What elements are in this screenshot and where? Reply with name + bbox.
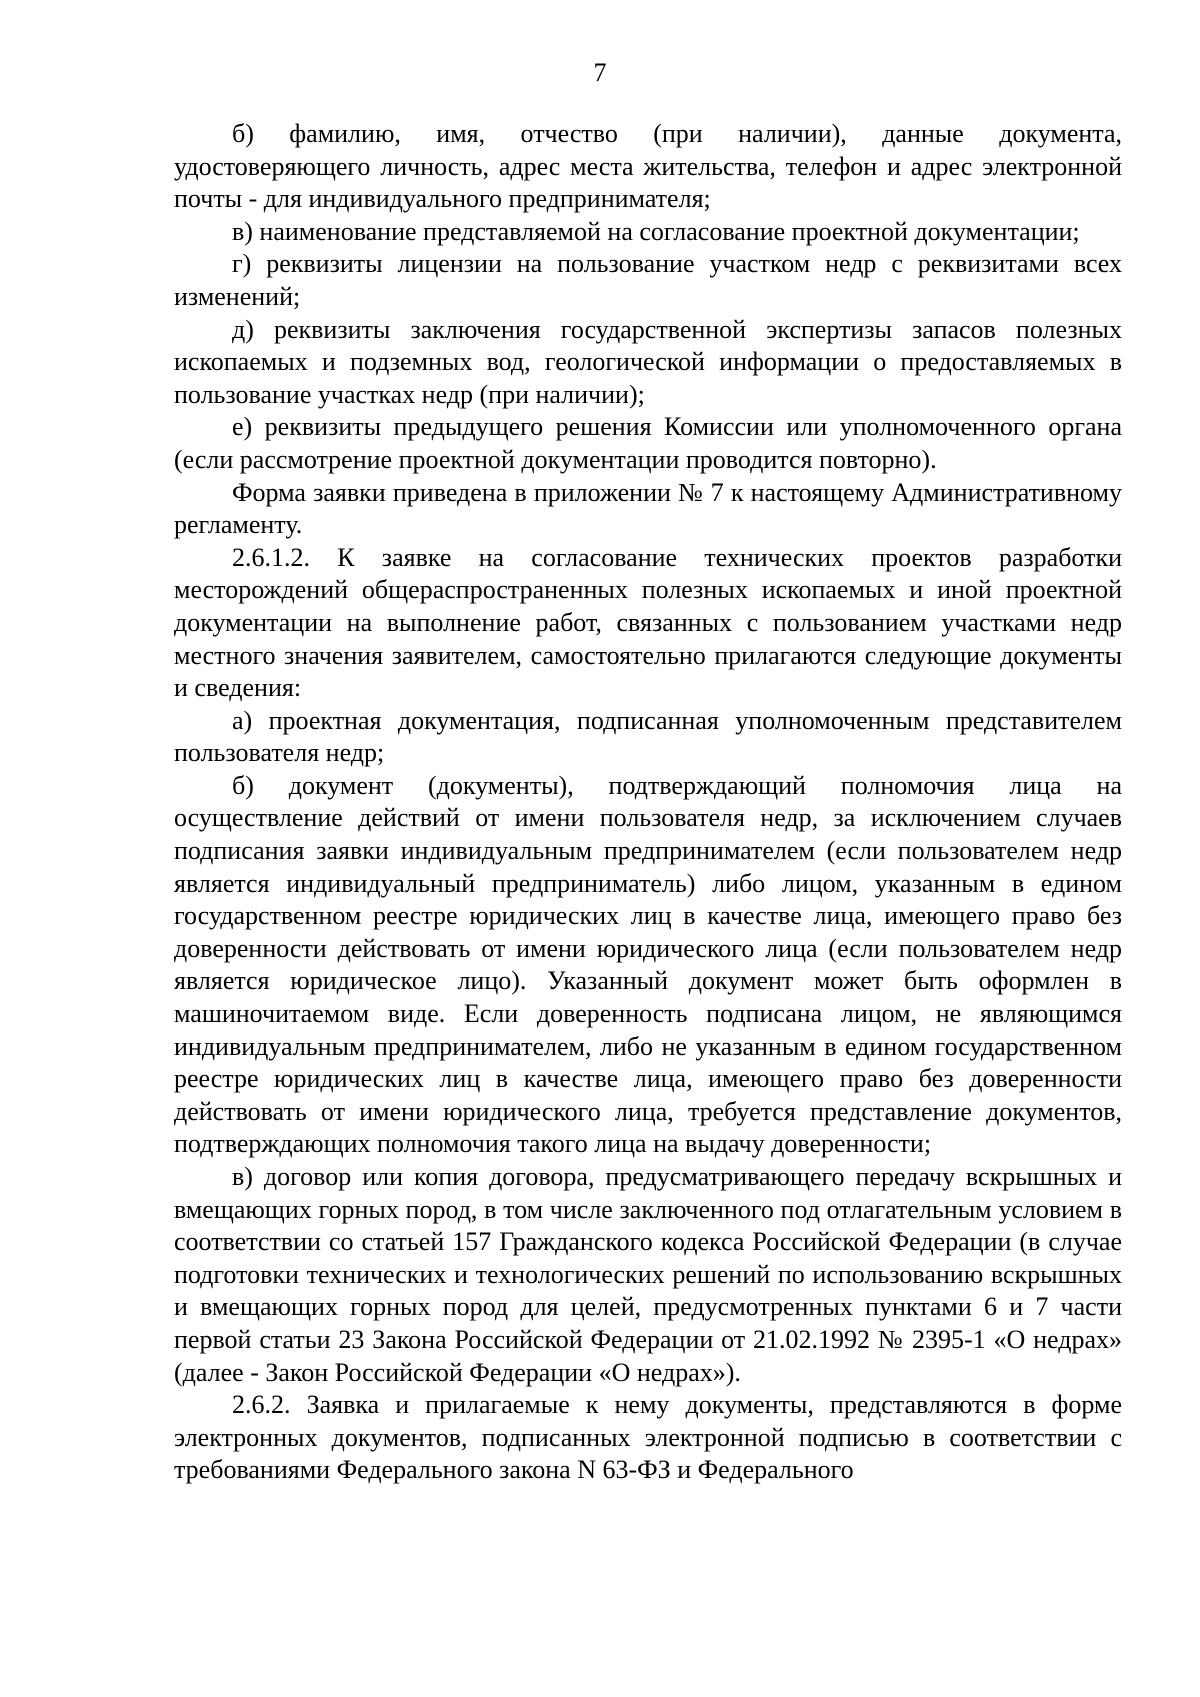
paragraph-b-applicant-details: б) фамилию, имя, отчество (при наличии), данные документа, удостоверяющего личность, адрес места жительства, телефон и адрес электронной почты - для индивидуального предпринимателя; (174, 119, 1122, 214)
paragraph-2-6-2: 2.6.2. Заявка и прилагаемые к нему документы, представляются в форме электронных документов, подписанных электронной подписью в соответствии с требованиями Федерального закона N 63-ФЗ и Федерального (174, 1390, 1122, 1485)
page-number: 7 (593, 58, 607, 87)
paragraph-b-authority-documents: б) документ (документы), подтверждающий полномочия лица на осуществление действий от имени пользователя недр, за исключением случаев подписания заявки индивидуальным предпринимателем (если пользователем недр является индивидуальный предприниматель) либо лицом, указанным в едином государственном реестре юридических лиц в качестве лица, имеющего право без доверенности действовать от имени юридического лица (если пользователем недр является юридическое лицо). Указанный документ может быть оформлен в машиночитаемом виде. Если доверенность подписана лицом, не являющимся индивидуальным предпринимателем, либо не указанным в едином государственном реестре юридических лиц в качестве лица, имеющего право без доверенности действовать от имени юридического лица, требуется представление документов, подтверждающих полномочия такого лица на выдачу доверенности; (174, 770, 1122, 1159)
paragraph-v-documentation-name: в) наименование представляемой на согласование проектной документации; (232, 216, 1080, 246)
paragraph-v-contract: в) договор или копия договора, предусматривающего передачу вскрышных и вмещающих горных пород, в том числе заключенного под отлагательным условием в соответствии со статьей 157 Гражданского кодекса Российской Федерации (в случае подготовки технических и технологических решений по использованию вскрышных и вмещающих горных пород для целей, предусмотренных пунктами 6 и 7 части первой статьи 23 Закона Российской Федерации от 21.02.1992 № 2395-1 «О недрах» (далее - Закон Российской Федерации «О недрах»). (174, 1162, 1122, 1387)
paragraph-form-reference: Форма заявки приведена в приложении № 7 к настоящему Административному регламенту. (174, 477, 1122, 540)
paragraph-a-project-documentation: а) проектная документация, подписанная уполномоченным представителем пользователя недр; (174, 705, 1122, 768)
paragraph-g-license-details: г) реквизиты лицензии на пользование участком недр с реквизитами всех изменений; (174, 249, 1122, 311)
document-body (174, 118, 1122, 1487)
paragraph-e-previous-decision: е) реквизиты предыдущего решения Комиссии или уполномоченного органа (если рассмотрение проектной документации проводится повторно). (174, 412, 1122, 474)
paragraph-2-6-1-2: 2.6.1.2. К заявке на согласование технических проектов разработки месторождений общераспространенных полезных ископаемых и иной проектной документации на выполнение работ, связанных с пользованием участками недр местного значения заявителем, самостоятельно прилагаются следующие документы и сведения: (174, 542, 1122, 703)
paragraph-d-expertise-details: д) реквизиты заключения государственной экспертизы запасов полезных ископаемых и подземных вод, геологической информации о предоставляемых в пользование участках недр (при наличии); (174, 314, 1122, 409)
